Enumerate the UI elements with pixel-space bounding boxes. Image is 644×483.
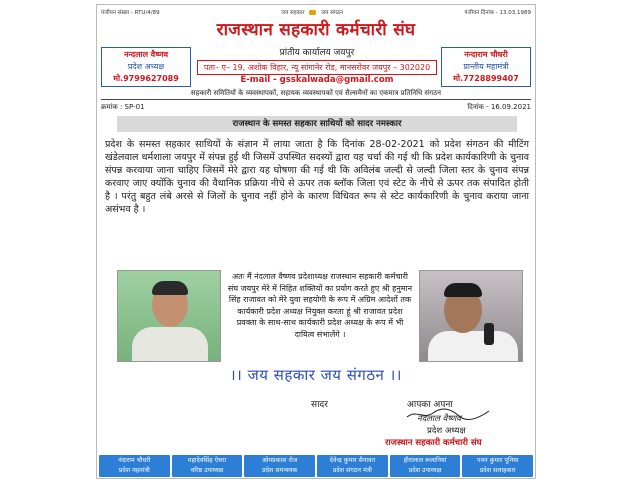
reference-line (101, 103, 531, 112)
secretary-role: प्रान्तीय महामंत्री (463, 62, 509, 71)
president-phone: मो.9799627089 (113, 74, 179, 83)
top-slogan (281, 8, 343, 16)
top-info-line (101, 7, 531, 17)
footer-member (99, 455, 170, 477)
salutation: सादर (311, 400, 328, 410)
registration-date: पंजीयन दिनांक - 13.03.1989 (464, 10, 531, 16)
emblem-icon (309, 10, 316, 15)
registration-number: पंजीयन संख्या - RTU/4/89 (101, 10, 160, 16)
secretary-box (441, 47, 531, 87)
email: E-mail - gsskalwada@gmail.com (240, 75, 394, 85)
president-photo (117, 270, 221, 362)
footer-member-name: ओमप्रकाश रोज (261, 457, 298, 464)
top-slogan-left: जय सहकार (281, 10, 305, 16)
tagline: सहकारी समितियों के व्यवस्थापकों, सहायक व्यवस्थापकों एवं सैल्समैनों का एकमात्र प्रतिनिधि संगठन (101, 89, 531, 100)
president-name: नन्दलाल वैष्णव (123, 50, 169, 59)
body-paragraph-1: प्रदेश के समस्त सहकार साथियों के संज्ञान में लाया जाता है कि दिनांक 28-02-2021 को प्रदेश संगठन की मीटिंग खंडेलवाल धर्मशाला जयपुर में संपन्न हुई थी जिसमें उपस्थित सदस्यों द्वारा यह चर्चा की गई थी कि प्रदेश कार्यकारिणी के चुनाव संपन्न करवाया जाना चाहिए जिसमें मेरे द्वारा यह घोषणा की गई थी कि अविलंब जल्दी से जल्दी जिला स्तर के चुनाव संपन्न करवाए जाए क्योंकि चुनाव की वैधानिक प्रक्रिया नीचे से ऊपर तक ब्लॉक जिला एवं स्टेट के नीचे से ऊपर तक संपादित होती है । परंतु बहुत लंबे अरसे से जिलों के चुनाव नहीं होने के कारण विधिवत रूप से स्टेट कार्यकारिणी के चुनाव कराया जाना असंभव है । (105, 139, 529, 215)
letterhead-document (96, 4, 536, 479)
address: पता– ए– 19, अशोक विहार, न्यू सांगानेर रोड, मानसरोवर जयपुर – 302020 (197, 60, 437, 75)
footer-member-role: प्रदेश संगठन मंत्री (332, 467, 372, 474)
closing-yours: आपका अपना (407, 400, 453, 410)
organization-title: राजस्थान सहकारी कर्मचारी संघ (216, 20, 416, 40)
footer-member (390, 455, 461, 477)
appointee-photo (419, 270, 523, 362)
closing-slogan: ।। जय सहकार जय संगठन ।। (229, 366, 402, 384)
footer-member-role: प्रदेश उपाध्यक्ष (408, 467, 442, 474)
footer-member-role: प्रदेश सलाहकार (479, 467, 516, 474)
footer-member (317, 455, 388, 477)
signatory-organization: राजस्थान सहकारी कर्मचारी संघ (385, 438, 482, 448)
footer-member (172, 455, 243, 477)
top-slogan-right: जय संगठन (321, 10, 344, 16)
signatory-role: प्रदेश अध्यक्ष (427, 426, 466, 436)
body-paragraph-2: अतः मैं नंदलाल वैष्णव प्रदेशाध्यक्ष राजस्थान सहकारी कर्मचारी संघ जयपुर मेरे में निहित शक्तियों का प्रयोग करते हुए श्री हनुमान सिंह राजावत को मेरे युवा सहयोगी के रूप में अग्रिम आदेशों तक कार्यकारी प्रदेश अध्यक्ष नियुक्त करता हूं श्री राजावत प्रदेश प्रवक्ता के साथ-साथ कार्यकारी प्रदेश अध्यक्ष के रूप में भी दायित्व संभालेंगे । (227, 272, 413, 339)
footer-member-role: प्रदेश समन्वयक (262, 467, 298, 474)
footer-member (462, 455, 533, 477)
reference-number: क्रमांक : SP-01 (101, 103, 145, 111)
footer-member-name: पवन कुमार पूनिया (477, 457, 519, 464)
signatory-name: नंदलाल वैष्णव (417, 414, 461, 424)
president-role: प्रदेश अध्यक्ष (127, 62, 165, 71)
footer-member-name: नंदाराम चौधरी (118, 457, 151, 464)
secretary-phone: मो.7728899407 (453, 74, 519, 83)
office-label: प्रांतीय कार्यालय जयपुर (279, 48, 355, 58)
footer-member-role: प्रदेश महामंत्री (118, 467, 150, 474)
office-bearers-footer (99, 455, 533, 477)
letter-date: दिनांक - 16.09.2021 (467, 103, 531, 111)
greeting-banner: राजस्थान के समस्त सहकार साथियों को सादर नमस्कार (117, 116, 517, 132)
footer-member (244, 455, 315, 477)
secretary-name: नन्दाराम चौधरी (464, 50, 508, 59)
president-box (101, 47, 191, 87)
footer-member-name: हीरालाल रूलानियां (403, 457, 447, 464)
footer-member-role: वरिष्ठ उपाध्यक्ष (190, 467, 224, 474)
footer-member-name: महादेवसिंह ऐचरा (187, 457, 227, 464)
footer-member-name: देवेन्द्र कुमार सैनावत (329, 457, 376, 464)
